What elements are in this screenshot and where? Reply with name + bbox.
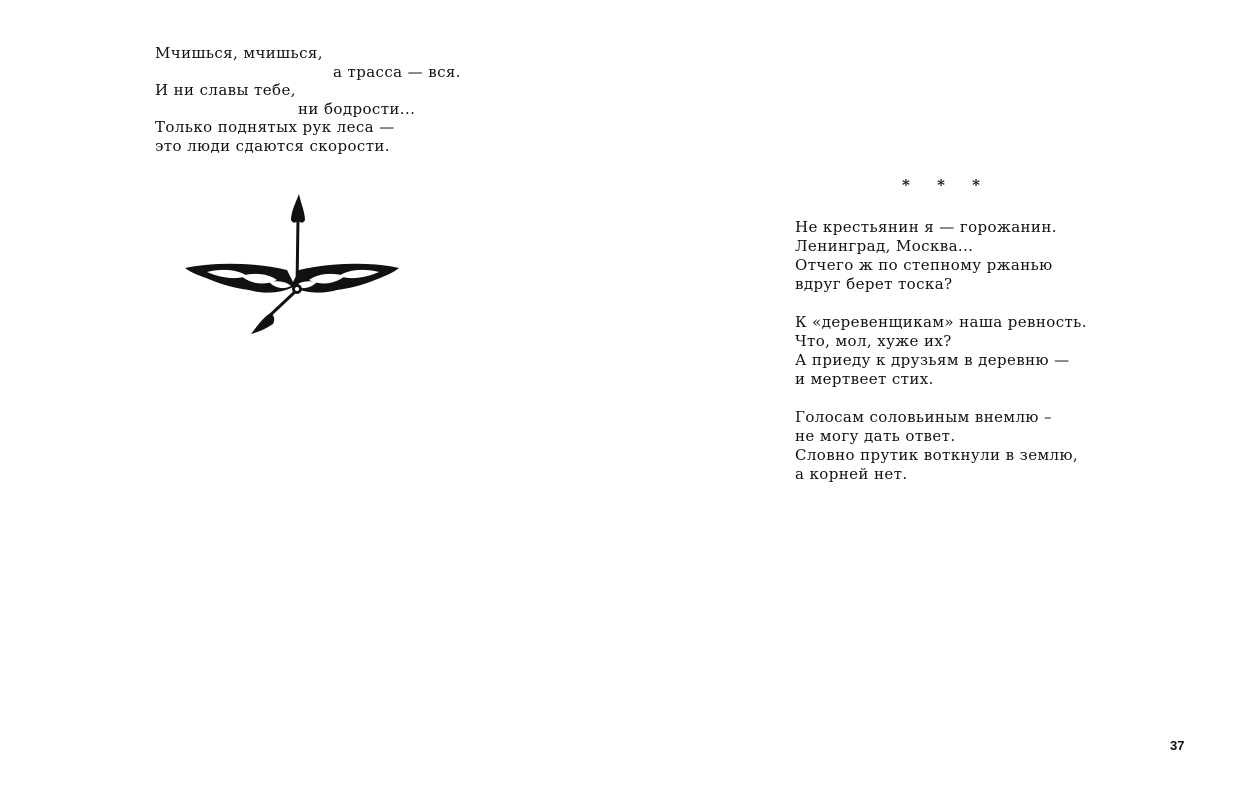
right-poem <box>795 218 1155 503</box>
poem-line: а корней нет. <box>795 465 908 483</box>
page-number: 37 <box>1170 738 1185 753</box>
poem-line: и мертвеет стих. <box>795 370 934 388</box>
stanza-separator: * * * <box>902 176 991 194</box>
poem-line: К «деревенщикам» наша ревность. <box>795 313 1087 331</box>
poem-line: это люди сдаются скорости. <box>155 136 390 155</box>
poem-line: И ни славы тебе, <box>155 81 296 100</box>
poem-line: А приеду к друзьям в деревню — <box>795 351 1070 369</box>
poem-stanza <box>795 408 1155 484</box>
upper-arrowhead-shape <box>291 194 305 223</box>
poem-stanza <box>795 313 1155 389</box>
poem-line: не могу дать ответ. <box>795 427 956 445</box>
winged-clock-hands-icon <box>183 190 403 340</box>
poem-stanza <box>795 218 1155 294</box>
poem-line: а трасса — вся. <box>333 62 461 81</box>
left-poem <box>155 44 495 156</box>
poem-line: ни бодрости... <box>298 99 416 118</box>
poem-line: Ленинград, Москва... <box>795 237 974 255</box>
poem-line: Голосам соловьиным внемлю – <box>795 408 1052 426</box>
poem-line: Что, мол, хуже их? <box>795 332 952 350</box>
poem-line: Только поднятых рук леса — <box>155 118 395 137</box>
lower-arrowhead-shape <box>251 314 274 334</box>
right-wing-shape <box>291 264 399 293</box>
poem-line: Не крестьянин я — горожанин. <box>795 218 1057 236</box>
poem-line: Мчишься, мчишься, <box>155 44 323 62</box>
left-wing-shape <box>185 264 295 293</box>
poem-line: Отчего ж по степному ржанью <box>795 256 1053 274</box>
poem-line: вдруг берет тоска? <box>795 275 953 293</box>
poem-line: Словно прутик воткнули в землю, <box>795 446 1079 464</box>
